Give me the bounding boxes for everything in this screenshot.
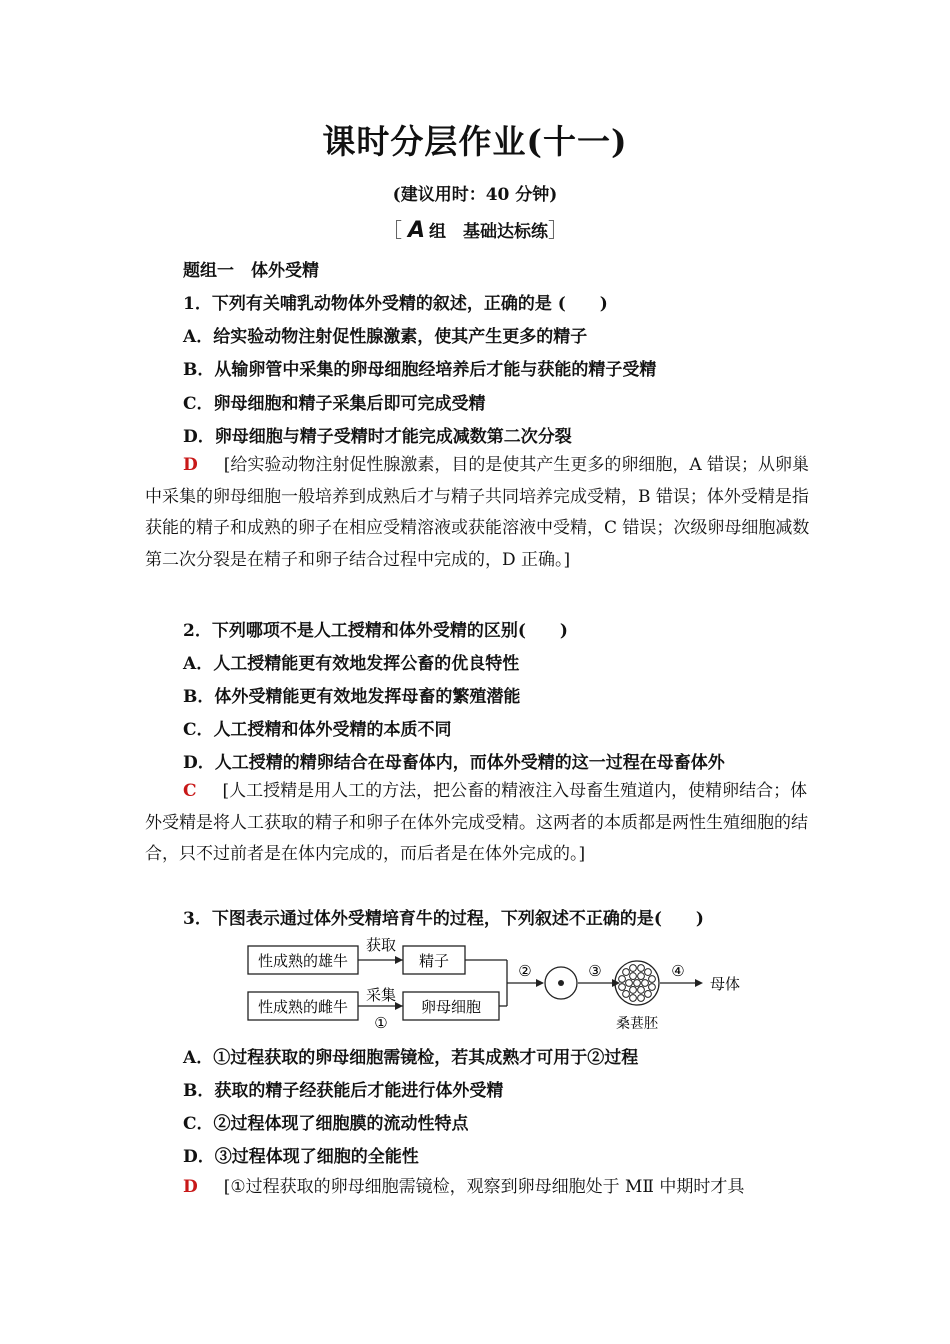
ivf-process-diagram	[245, 936, 765, 1032]
arrowhead-step2	[536, 979, 544, 987]
bracket-open: ［	[381, 218, 402, 242]
group-letter-icon: A	[407, 218, 426, 243]
arrowhead-collect	[395, 1002, 403, 1010]
q3-option-b: B．获取的精子经获能后才能进行体外受精	[183, 1081, 504, 1101]
morula-cell	[638, 987, 645, 994]
diagram-step1: ①	[374, 1014, 388, 1032]
q2-option-b: B．体外受精能更有效地发挥母畜的繁殖潜能	[183, 687, 521, 707]
morula-cell	[619, 984, 626, 991]
q3-answer-key: D	[183, 1177, 198, 1197]
morula-cell	[623, 969, 630, 976]
q1-option-c: C．卵母细胞和精子采集后即可完成受精	[183, 394, 486, 414]
morula-cells	[619, 965, 656, 1002]
diagram-label-mother: 母体	[709, 975, 741, 993]
morula-cell	[634, 980, 641, 987]
morula-cell	[638, 973, 645, 980]
morula-cell	[626, 980, 633, 987]
morula-cell	[623, 991, 630, 998]
morula-cell	[645, 991, 652, 998]
q1-explanation: [给实验动物注射促性腺激素，目的是使其产生更多的卵细胞，A 错误；从卵巢中采集的卵母细胞一般培养到成熟后才与精子共同培养完成受精，B 错误；体外受精是指获能的精子和成熟的卵子在相应受精溶液或获能溶液中受精，C 错误；次级卵母细胞减数第二次分裂是在精子和卵子结合过程中完成的，D 正确。]	[145, 455, 810, 570]
suggested-time: (建议用时：40 分钟)	[392, 185, 558, 205]
q1-stem: 1．下列有关哺乳动物体外受精的叙述，正确的是 ( )	[183, 294, 608, 314]
morula-cell	[642, 980, 649, 987]
morula-cell	[649, 976, 656, 983]
q3-explanation: [①过程获取的卵母细胞需镜检，观察到卵母细胞处于 MⅡ 中期时才具	[223, 1177, 745, 1197]
bracket-close: ］	[548, 218, 569, 242]
diagram-label-collect: 采集	[365, 986, 397, 1004]
arrowhead-obtain	[395, 956, 403, 964]
q2-option-c: C．人工授精和体外受精的本质不同	[183, 720, 452, 740]
q3-option-a: A．①过程获取的卵母细胞需镜检，若其成熟才可用于②过程	[183, 1048, 639, 1068]
diagram-box-female: 性成熟的雌牛	[257, 998, 349, 1016]
morula-cell	[630, 987, 637, 994]
q2-stem: 2．下列哪项不是人工授精和体外受精的区别( )	[183, 621, 568, 641]
section-title: 题组一 体外受精	[183, 261, 319, 281]
diagram-label-obtain: 获取	[365, 936, 397, 954]
diagram-box-male: 性成熟的雄牛	[257, 952, 349, 970]
morula-cell	[649, 984, 656, 991]
q1-option-d: D．卵母细胞与精子受精时才能完成减数第二次分裂	[183, 427, 572, 447]
q3-answer	[145, 1172, 810, 1204]
group-text: 组 基础达标练	[429, 222, 549, 242]
q2-answer-key: C	[183, 781, 197, 801]
morula-cell	[630, 995, 637, 1002]
arrowhead-step4	[695, 979, 703, 987]
q2-answer	[145, 776, 810, 871]
q1-answer	[145, 450, 810, 576]
q1-option-a: A．给实验动物注射促性腺激素，使其产生更多的精子	[183, 327, 588, 347]
q2-option-a: A．人工授精能更有效地发挥公畜的优良特性	[183, 654, 520, 674]
q3-stem: 3．下图表示通过体外受精培育牛的过程，下列叙述不正确的是( )	[183, 909, 704, 929]
diagram-box-oocyte: 卵母细胞	[420, 998, 482, 1016]
diagram-step3: ③	[588, 962, 602, 980]
q2-explanation: [人工授精是用人工的方法，把公畜的精液注入母畜生殖道内，使精卵结合；体外受精是将人工获取的精子和卵子在体外完成受精。这两者的本质都是两性生殖细胞的结合，只不过前者是在体内完成的，而后者是在体外完成的。]	[145, 781, 808, 864]
diagram-label-morula: 桑葚胚	[616, 1016, 658, 1032]
zygote-nucleus	[558, 980, 564, 986]
q3-option-c: C．②过程体现了细胞膜的流动性特点	[183, 1114, 469, 1134]
morula-cell	[630, 965, 637, 972]
q1-answer-key: D	[183, 455, 198, 475]
morula-cell	[619, 976, 626, 983]
group-label	[0, 214, 950, 243]
q1-option-b: B．从输卵管中采集的卵母细胞经培养后才能与获能的精子受精	[183, 360, 657, 380]
diagram-box-sperm: 精子	[418, 952, 450, 970]
q2-option-d: D．人工授精的精卵结合在母畜体内，而体外受精的这一过程在母畜体外	[183, 753, 725, 773]
morula-cell	[638, 995, 645, 1002]
diagram-step4: ④	[671, 962, 685, 980]
morula-cell	[638, 965, 645, 972]
q3-option-d: D．③过程体现了细胞的全能性	[183, 1147, 419, 1167]
morula-cell	[645, 969, 652, 976]
morula-cell	[630, 973, 637, 980]
page-title: 课时分层作业(十一)	[322, 122, 628, 161]
diagram-step2: ②	[518, 962, 532, 980]
